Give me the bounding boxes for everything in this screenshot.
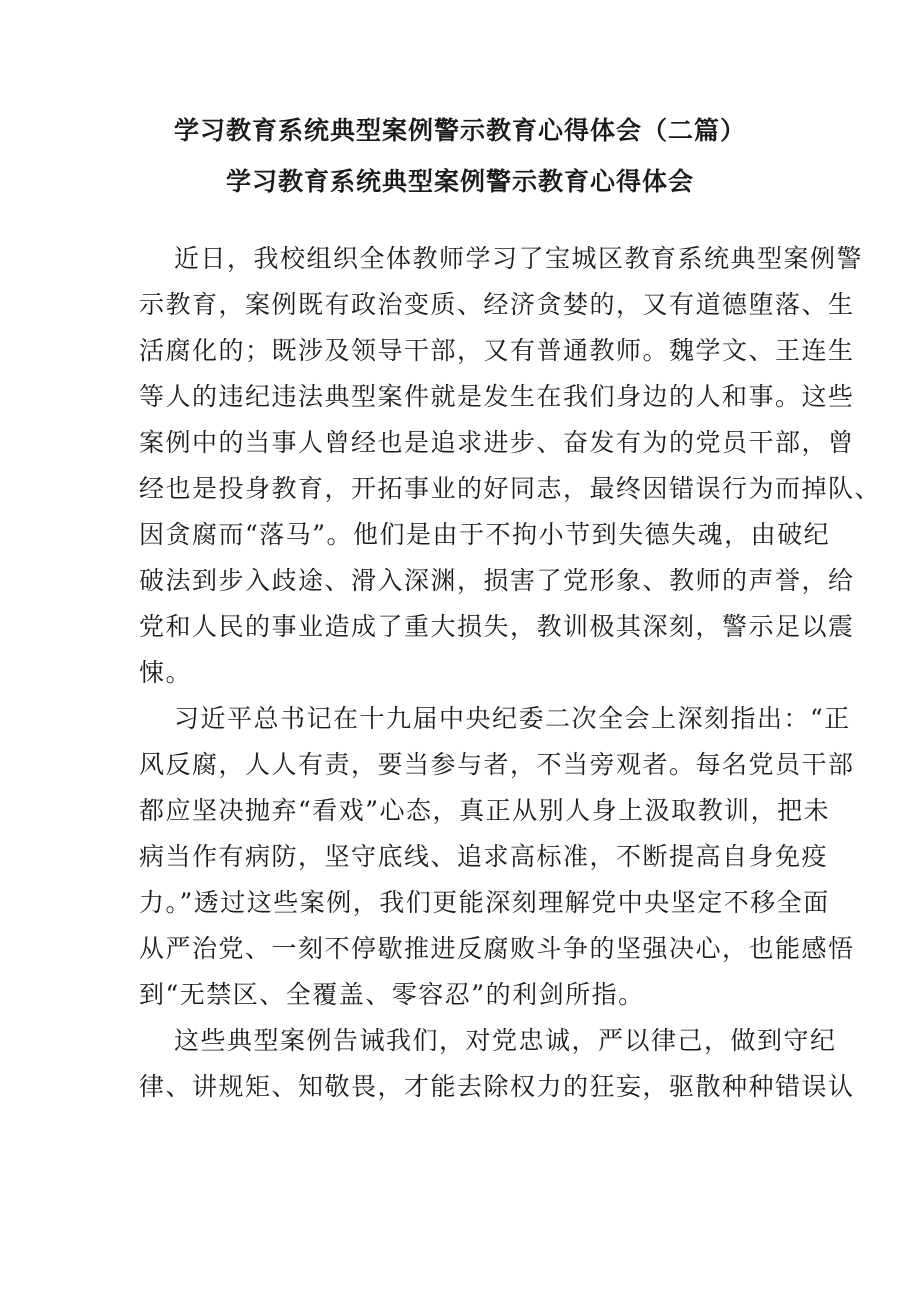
text-line: 案例中的当事人曾经也是追求进步、奋发有为的党员干部，曾 xyxy=(139,428,855,457)
text-line: 党和人民的事业造成了重大损失，教训极其深刻，警示足以震 xyxy=(139,612,855,641)
document-subtitle: 学习教育系统典型案例警示教育心得体会 xyxy=(225,167,694,196)
text-line: 经也是投身教育，开拓事业的好同志，最终因错误行为而掉队、 xyxy=(139,474,882,503)
text-line: 破法到步入歧途、滑入深渊，损害了党形象、教师的声誉，给 xyxy=(139,566,855,595)
text-line: 悚。 xyxy=(139,658,193,687)
text-line: 习近平总书记在十九届中央纪委二次全会上深刻指出：“正 xyxy=(174,704,851,733)
text-line: 这些典型案例告诫我们，对党忠诚，严以律己，做到守纪 xyxy=(174,1026,837,1055)
text-line: 病当作有病防，坚守底线、追求高标准，不断提高自身免疫 xyxy=(139,842,829,871)
text-line: 近日，我校组织全体教师学习了宝城区教育系统典型案例警 xyxy=(174,244,864,273)
text-line: 等人的违纪违法典型案件就是发生在我们身边的人和事。这些 xyxy=(139,382,855,411)
text-line: 活腐化的；既涉及领导干部，又有普通教师。魏学文、王连生 xyxy=(139,336,855,365)
document-body xyxy=(139,236,882,1110)
text-line: 因贪腐而“落马”。他们是由于不拘小节到失德失魂，由破纪 xyxy=(139,520,831,549)
paragraph-3 xyxy=(139,1018,855,1110)
paragraph-2 xyxy=(139,696,855,1018)
text-line: 律、讲规矩、知敬畏，才能去除权力的狂妄，驱散种种错误认 xyxy=(139,1072,855,1101)
text-line: 风反腐，人人有责，要当参与者，不当旁观者。每名党员干部 xyxy=(139,750,855,779)
text-line: 都应坚决抛弃“看戏”心态，真正从别人身上汲取教训，把未 xyxy=(139,796,831,825)
document-title: 学习教育系统典型案例警示教育心得体会（二篇） xyxy=(173,116,746,145)
text-line: 力。”透过这些案例，我们更能深刻理解党中央坚定不移全面 xyxy=(139,888,830,917)
text-line: 示教育，案例既有政治变质、经济贪婪的，又有道德堕落、生 xyxy=(139,290,855,319)
text-line: 到“无禁区、全覆盖、零容忍”的利剑所指。 xyxy=(139,980,645,1009)
paragraph-1 xyxy=(139,236,882,696)
text-line: 从严治党、一刻不停歇推进反腐败斗争的坚强决心，也能感悟 xyxy=(139,934,855,963)
